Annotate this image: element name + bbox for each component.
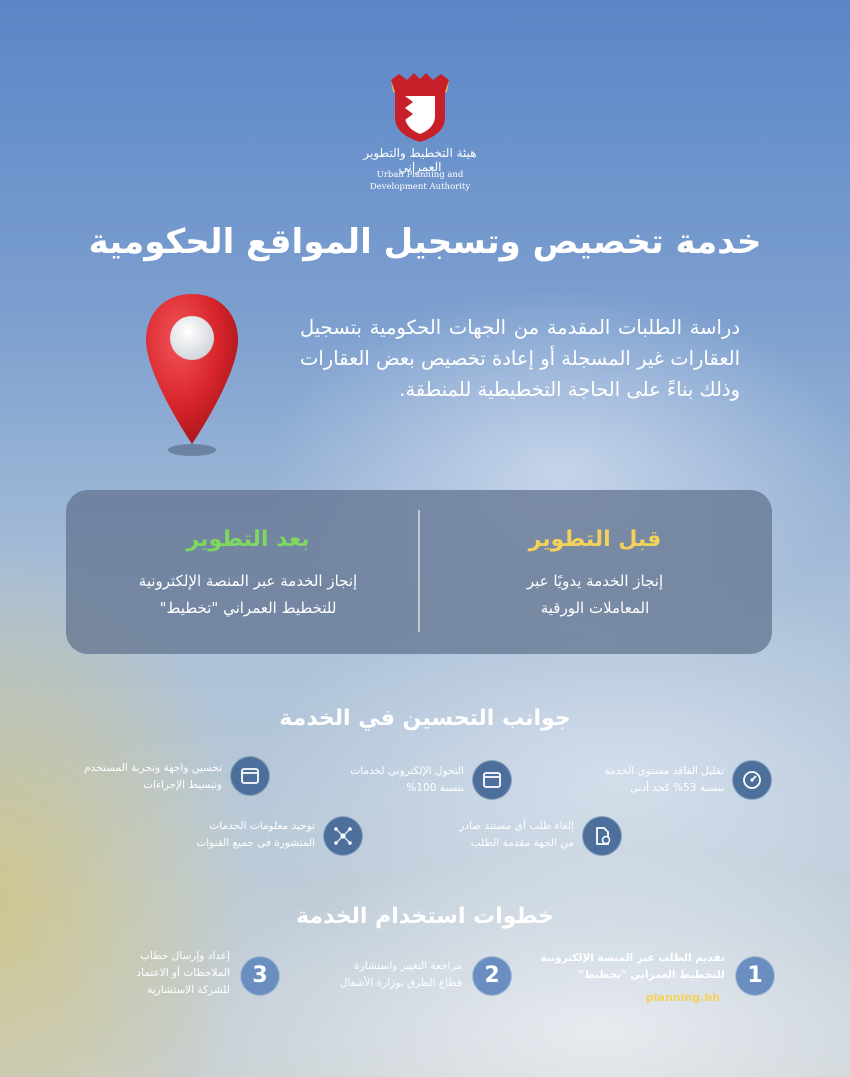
comparison-divider — [418, 510, 420, 632]
improvement-item-3: تحسين واجهة وتجربة المستخدم وتبسيط الإجراءات — [84, 762, 222, 791]
step-number-2: 2 — [472, 956, 512, 996]
improvement-item-5: توحيد معلومات الخدمات المنشورة في جميع القنوات — [196, 820, 315, 849]
speed-gauge-icon — [732, 760, 772, 800]
step-number-3: 3 — [240, 956, 280, 996]
logo-arabic-name: هيئة التخطيط والتطوير العمراني — [363, 146, 477, 174]
improvements-heading: جوانب التحسين في الخدمة — [279, 706, 571, 731]
before-development-title: قبل التطوير — [528, 527, 662, 552]
bahrain-emblem-logo — [385, 72, 455, 144]
step-number-1: 1 — [735, 956, 775, 996]
after-line2: للتخطيط العمراني "تخطيط" — [159, 599, 337, 617]
logo-english-line2: Development Authority — [369, 182, 471, 192]
before-development-text — [470, 568, 720, 622]
step-2-text: مراجعة التغيير واستشارة قطاع الطرق بوزارة الأشغال — [339, 960, 462, 989]
planning-bh-link[interactable]: planning.bh — [645, 991, 720, 1004]
after-line1: إنجاز الخدمة عبر المنصة الإلكترونية — [138, 572, 358, 590]
before-line1: إنجاز الخدمة يدويًا عبر — [526, 572, 664, 590]
service-description: دراسة الطلبات المقدمة من الجهات الحكومية بتسجيل العقارات غير المسجلة أو إعادة تخصيص بعض العقارات وذلك بناءً على الحاجة التخطيطية للمنطقة. — [300, 316, 740, 401]
after-development-text — [98, 568, 398, 622]
location-pin-icon — [140, 290, 244, 460]
improvement-item-2: التحول الإلكتروني لخدمات بنسبة 100% — [350, 765, 464, 794]
improvement-item-1: تقليل الفاقد مستوى الخدمة بنسبة 53% كحد أدنى — [604, 765, 724, 794]
after-development-title: بعد التطوير — [186, 527, 310, 552]
document-check-icon — [582, 816, 622, 856]
browser-window-icon — [472, 760, 512, 800]
steps-heading: خطوات استخدام الخدمة — [296, 904, 554, 929]
improvement-item-4: إلغاء طلب أي مستند صادر من الجهة مقدمة الطلب — [459, 820, 574, 849]
browser-window-icon — [230, 756, 270, 796]
page-title: خدمة تخصيص وتسجيل المواقع الحكومية — [88, 222, 762, 262]
before-line2: المعاملات الورقية — [540, 599, 650, 617]
step-3-text: إعداد وإرسال خطاب الملاحظات أو الاعتماد للشركة الاستشارية — [136, 950, 230, 996]
logo-english-line1: Urban Planning and — [376, 170, 464, 180]
step-1-text: تقديم الطلب عبر المنصة الإلكترونية للتخطيط العمراني "تخطيط" — [540, 952, 725, 981]
network-icon — [323, 816, 363, 856]
